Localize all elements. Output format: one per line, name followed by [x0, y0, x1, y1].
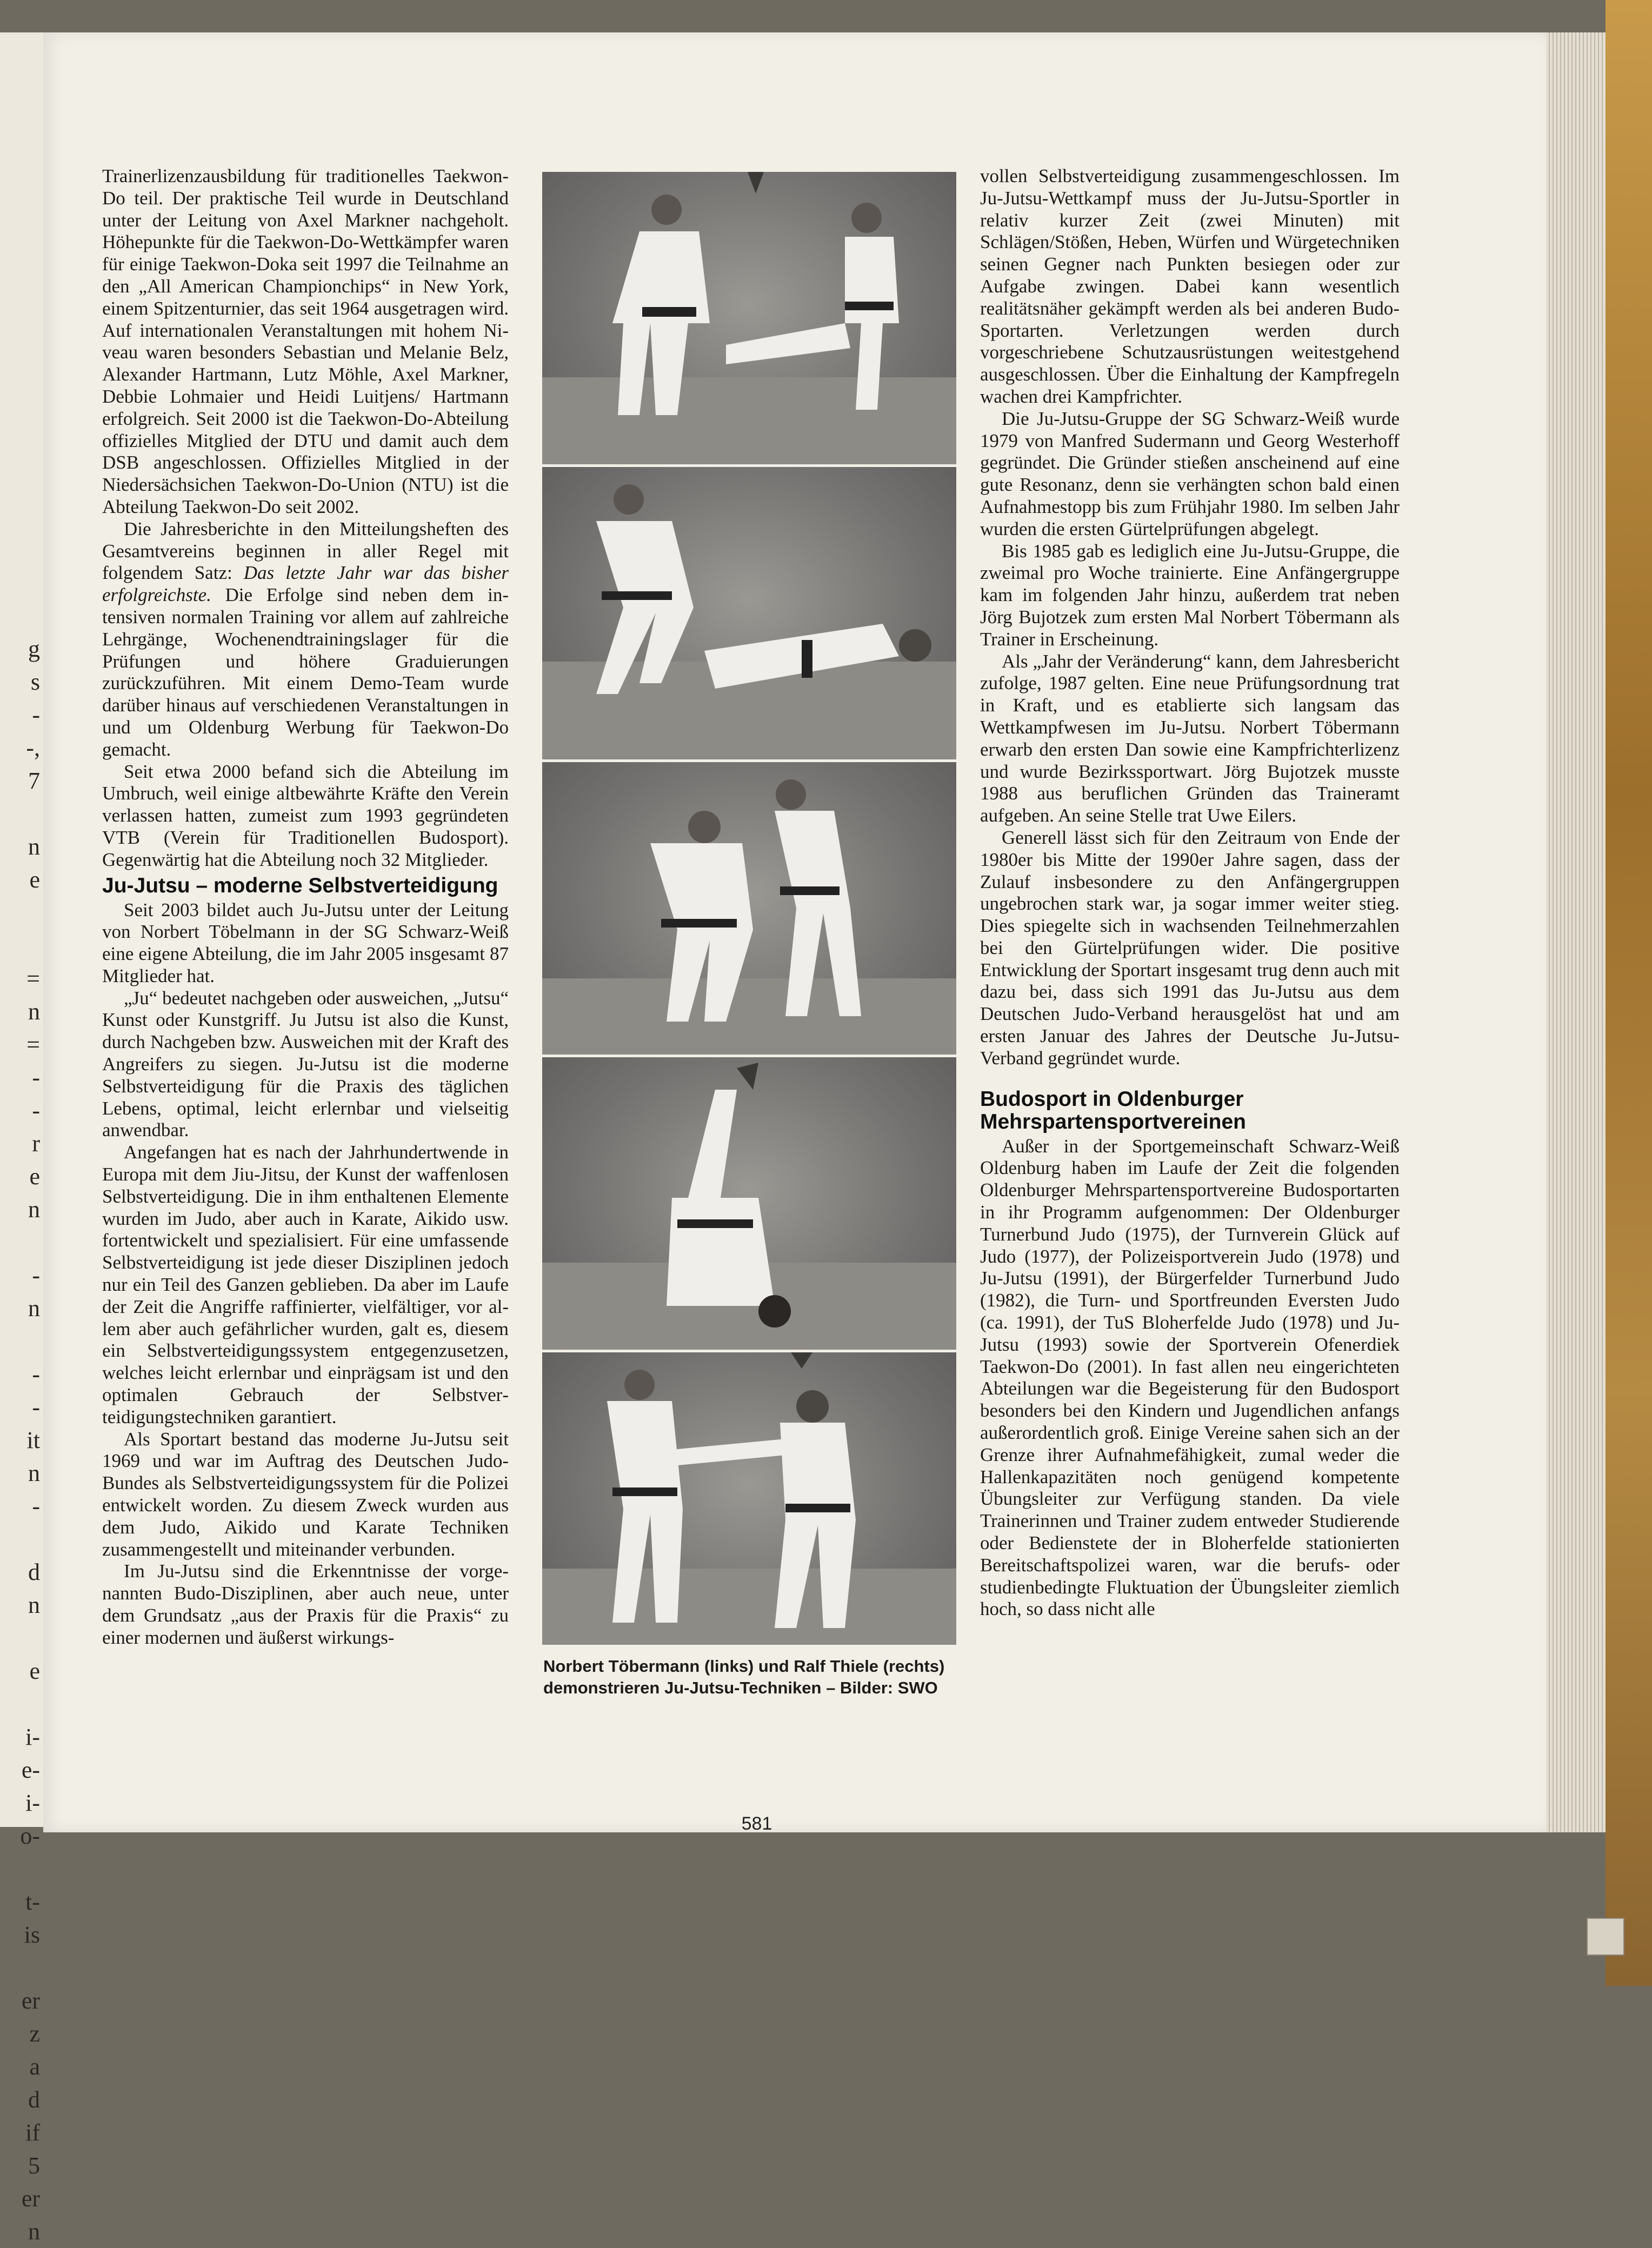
book-cover-edge [1606, 0, 1652, 1986]
column-left [102, 165, 509, 1649]
margin-fragment: n [28, 833, 40, 860]
photo-kick [542, 172, 956, 464]
paragraph: Außer in der Sportgemeinschaft Schwarz-Weiß Oldenburg haben im Laufe der Zeit die folgenden Oldenburger Mehrspartensportvereine Budosportarten in ihr Programm aufgenommen: Der Oldenburger Turnerbund Judo (1975), der Turnverein Glück auf Judo (1977), der Polizeisportverein Judo (1978) und Ju-Jutsu (1991), der Bürgerfelder Turnerbund Judo (1982), die Turn- und Sportfreunden Eversten Judo (ca. 1991), der TuS Bloherfelde Judo (1978) und Ju-Jutsu (1993) sowie der Sportverein Ofenerdiek Taekwon-Do (2001). In fast allen neu eingerichteten Abteilungen war die Begeisterung für den Budosport besonders bei den Kindern und Jugendlichen anfangs außerordentlich groß. Einige Vereine sahen sich an der Grenze ihrer Aufnahmefähigkeit, zumal weder die Hallenkapazitäten noch genügend kompetente Übungsleiter zur Verfügung standen. Da viele Trainerinnen und Trainer zudem entweder Studierende oder Bedienstete der in Bloherfelde stationierten Bereitschaftspolizei waren, war die berufs- oder studienbedingte Fluktuation der Übungsleiter ziemlich hoch, so dass nicht alle [980, 1135, 1400, 1620]
photo-kick-illustration [542, 172, 956, 464]
margin-fragment [18, 797, 40, 830]
left-page-sliver [0, 32, 44, 2245]
margin-fragment: - [32, 1262, 40, 1289]
margin-fragment: 7 [28, 768, 40, 794]
margin-fragment: t- [25, 1889, 40, 1915]
photo-throw [542, 1057, 956, 1350]
paragraph: Trainerlizenzausbildung für traditionelles Taekwon-Do teil. Der praktische Teil wurde in Deutschland unter der Leitung von Axel Markner nachgeholt. Höhepunkte für die Taekwon-Do-Wettkämpfer waren für einige Taekwon-Doka seit 1997 die Teilnahme an den „All American Championchips“ in New York, einem Spitzenturnier, das seit 1964 ausgetragen wird. Auf internationalen Veranstaltungen mit hohem Niveau waren besonders Sebastian und Melanie Belz, Alexander Hartmann, Lutz Möhle, Axel Markner, Debbie Lohmaier und Heidi Luitjens/ Hartmann erfolgreich. Seit 2000 ist die Taekwon-Do-Abteilung offizielles Mitglied der DTU und damit auch dem DSB angeschlossen. Offizielles Mitglied in der Niedersächsichen Taekwon-Do-Union (NTU) ist die Abteilung Taekwon-Do seit 2002. [102, 165, 509, 517]
margin-fragment: e [29, 866, 40, 893]
margin-fragment: n [28, 998, 40, 1025]
scan-color-patch [1587, 1918, 1624, 1956]
margin-fragment: = [26, 965, 40, 992]
margin-fragment: z [29, 2020, 40, 2047]
margin-fragment: n [28, 1295, 40, 1322]
paragraph: Seit etwa 2000 befand sich die Abteilung im Umbruch, weil einige altbewährte Kräfte den Verein verlassen hatten, zumeist zum 1993 gegründeten VTB (Verein für Traditionellen Budosport). Gegenwärtig hat die Abteilung noch 32 Mitglieder. [102, 761, 509, 870]
margin-fragment: - [32, 1064, 40, 1091]
photo-caption [542, 1656, 956, 1699]
margin-fragment: - [32, 1493, 40, 1519]
margin-fragment: er [21, 1987, 40, 2014]
paragraph: vollen Selbstverteidigung zusammengeschlossen. Im Ju-Jutsu-Wettkampf muss der Ju-Jutsu-Sportler in relativ kurzer Zeit (zwei Minuten) mit Schlägen/Stößen, Heben, Würfen und Würgetechniken seinen Gegner nach Punkten besiegen oder zur Aufgabe zwingen. Dabei kann wesentlich realitätsnäher gekämpft werden als bei anderen Budo-Sportarten. Verletzungen werden durch vorgeschriebene Schutzausrüstungen weitestgehend ausgeschlossen. Über die Einhaltung der Kampfregeln wachen drei Kampfrichter. [980, 165, 1400, 407]
margin-fragment: is [24, 1922, 40, 1948]
margin-fragment [18, 1951, 40, 1984]
paragraph: Generell lässt sich für den Zeitraum von Ende der 1980er bis Mitte der 1990er Jahre sagen, dass der Zulauf insbesondere zu den Anfängergruppen ungebrochen stark war, ja sogar immer weiter stieg. Dies spiegelte sich in wachsenden Teilnehmerzahlen bei den Gürtelprüfungen wider. Die positive Entwicklung der Sportart insgesamt trug denn auch mit dazu bei, dass sich 1991 das Ju-Jutsu aus dem Deutschen Judo-Verband herausgelöst hat und am ersten Januar des Jahres der Deutsche Ju-Jutsu-Verband gegründet wurde. [980, 826, 1400, 1069]
left-margin-fragments [18, 632, 40, 2248]
margin-fragment: i- [25, 1790, 40, 1816]
margin-fragment: g [28, 636, 40, 662]
margin-fragment: e [29, 1658, 40, 1684]
caption-line: demonstrieren Ju-Jutsu-Techniken – Bilder: SWO [543, 1678, 938, 1697]
margin-fragment [18, 1687, 40, 1720]
margin-fragment [18, 1226, 40, 1259]
margin-fragment: = [26, 1031, 40, 1058]
photo-column [542, 172, 956, 1699]
margin-fragment: -, [26, 735, 40, 761]
margin-fragment [18, 1523, 40, 1556]
photo-grip [542, 762, 956, 1055]
page-number: 581 [741, 1813, 772, 1834]
margin-fragment: d [28, 1559, 40, 1585]
photo-throw-illustration [542, 1057, 956, 1350]
paragraph: Angefangen hat es nach der Jahrhundertwende in Europa mit dem Jiu-Jitsu, der Kunst der waffenlosen Selbstverteidigung. Die in ihm enthaltenen Elemente wurden im Judo, aber auch in Karate, Aikido usw. fortentwickelt und spezialisiert. Für eine umfassende Selbstverteidigung ist jede dieser Disziplinen jedoch nur ein Teil des Ganzen geblieben. Da aber im Laufe der Zeit die Angriffe raffinierter, vielfältiger, vor allem aber auch gefährlicher wurden, galt es, diesem ein Selbstverteidigungssystem entgegenzusetzen, welches leicht erlernbar und einprägsam ist und den optimalen Gebrauch der Selbstverteidigungstechniken garantiert. [102, 1142, 509, 1427]
paragraph: Seit 2003 bildet auch Ju-Jutsu unter der Leitung von Norbert Töbelmann in der SG Schwarz-Weiß eine eigene Abteilung, die im Jahr 2005 insgesamt 87 Mitglieder hat. [102, 899, 509, 986]
photo-takedown-illustration [542, 467, 956, 759]
caption-line: Norbert Töbermann (links) und Ralf Thiele (rechts) [543, 1657, 945, 1676]
margin-fragment: n [28, 2218, 40, 2245]
column-right [980, 165, 1400, 1620]
margin-fragment: it [26, 1427, 40, 1453]
margin-fragment: d [28, 2086, 40, 2113]
margin-fragment: - [32, 1361, 40, 1388]
margin-fragment: r [32, 1130, 40, 1157]
paragraph: Die Jahresberichte in den Mitteilungsheften des Gesamtvereins beginnen in aller Regel mit folgendem Satz: Das letzte Jahr war das bisher erfolgreichste. Die Erfolge sind neben dem intensiven normalen Training vor allem auf zahlreiche Lehrgänge, Wochenendtrainingslager für die Prüfungen und höhere Graduierungen zurückzuführen. Mit einem Demo-Team wurde darüber hinaus auf verschiedenen Veranstaltungen in und um Oldenburg Werbung für Taekwon-Do gemacht. [102, 518, 509, 760]
margin-fragment: n [28, 1460, 40, 1486]
paragraph: Die Ju-Jutsu-Gruppe der SG Schwarz-Weiß wurde 1979 von Manfred Sudermann und Georg Westerhoff gegründet. Die Gründer stießen anscheinend auf eine gute Resonanz, denn sie verhängten schon bald einen Aufnahmestopp bis zum Frühjahr 1980. Im selben Jahr wurden die ersten Gürtelprüfungen abgelegt. [980, 408, 1400, 539]
margin-fragment [18, 929, 40, 962]
section-heading: Ju-Jutsu – moderne Selbstverteidigung [102, 873, 498, 897]
margin-fragment: a [29, 2053, 40, 2080]
section-heading: Budosport in Oldenburger Mehrspartensportvereinen [980, 1087, 1246, 1133]
margin-fragment: n [28, 1196, 40, 1223]
margin-fragment: n [28, 1592, 40, 1618]
margin-fragment [18, 896, 40, 929]
paragraph: Als Sportart bestand das moderne Ju-Jutsu seit 1969 und war im Auftrag des Deutschen Judo-Bundes als Selbstverteidigungssystem für die Polizei entwickelt worden. Zu diesem Zweck wurden aus dem Judo, Aikido und Karate Techniken zusammengestellt und miteinander verbunden. [102, 1428, 509, 1560]
photo-strike [542, 1352, 956, 1645]
margin-fragment: 5 [28, 2152, 40, 2179]
margin-fragment: er [21, 2185, 40, 2212]
margin-fragment [18, 1325, 40, 1358]
margin-fragment [18, 1622, 40, 1655]
photo-grip-illustration [542, 762, 956, 1055]
margin-fragment: s [30, 669, 40, 695]
margin-fragment: o- [20, 1823, 40, 1849]
paragraph: „Ju“ bedeutet nachgeben oder ausweichen, „Jutsu“ Kunst oder Kunstgriff. Ju Jutsu ist also die Kunst, durch Nachgeben bzw. Ausweichen mit der Kraft des Angreifers zu siegen. Ju-Jutsu ist die moderne Selbstverteidigung für die Praxis des täglichen Lebens, optimal, leicht erlernbar und vielseitig anwendbar. [102, 987, 509, 1141]
italic-quote: Das letzte Jahr war das bisher erfolgreichste. [102, 562, 509, 606]
photo-strike-illustration [542, 1352, 956, 1645]
margin-fragment: - [32, 702, 40, 728]
margin-fragment: - [32, 1394, 40, 1420]
margin-fragment: e [29, 1163, 40, 1190]
margin-fragment [18, 1852, 40, 1885]
paragraph: Als „Jahr der Veränderung“ kann, dem Jahresbericht zufolge, 1987 gelten. Eine neue Prüfungsordnung trat in Kraft, und es etablierte sich langsam das Wettkampfwesen im Ju-Jutsu. Norbert Töbermann erwarb den ersten Dan sowie eine Kampfrichterlizenz und wurde Bezirkssportwart. Jörg Bujotzek musste 1988 aus beruflichen Gründen das Traineramt aufgeben. An seine Stelle trat Uwe Eilers. [980, 650, 1400, 826]
margin-fragment: if [25, 2119, 40, 2146]
margin-fragment: - [32, 1097, 40, 1124]
paragraph: Im Ju-Jutsu sind die Erkenntnisse der vorgenannten Budo-Disziplinen, aber auch neue, unter dem Grundsatz „aus der Praxis für die Praxis“ zu einer modernen und äußerst wirkungs- [102, 1560, 509, 1648]
margin-fragment: i- [25, 1724, 40, 1750]
paragraph: Bis 1985 gab es lediglich eine Ju-Jutsu-Gruppe, die zweimal pro Woche trainierte. Eine Anfängergruppe kam im folgenden Jahr hinzu, außerdem trat neben Jörg Bujotzek zum ersten Mal Norbert Töbermann als Trainer in Erscheinung. [980, 540, 1400, 650]
photo-takedown [542, 467, 956, 759]
page-edges [1546, 32, 1606, 1832]
margin-fragment: e- [21, 1757, 40, 1783]
